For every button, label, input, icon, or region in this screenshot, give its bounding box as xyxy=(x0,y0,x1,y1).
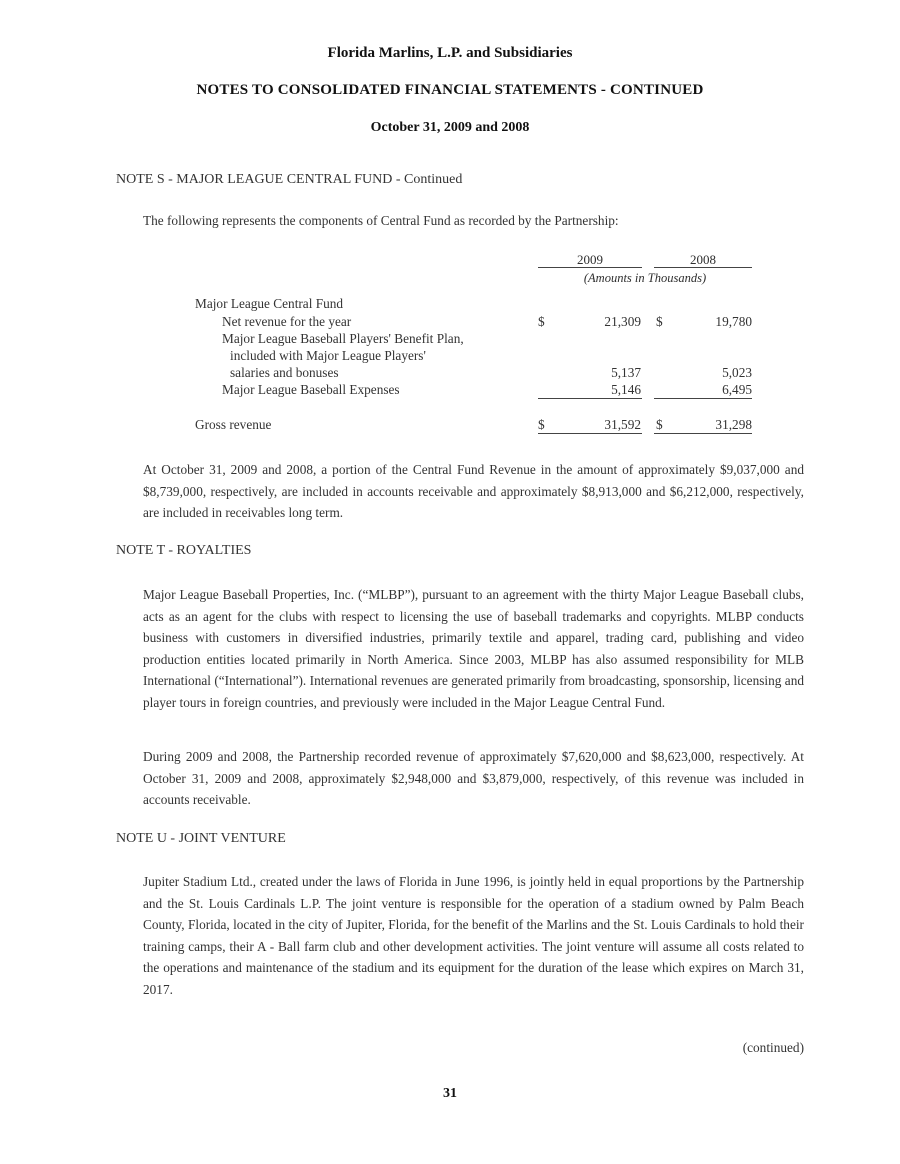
note-t-paragraph-2: During 2009 and 2008, the Partnership recorded revenue of approximately $7,620,000 and $8,623,000, respectively. At October 31, 2009 and 2008, approximately $2,948,000 and $3,879,000, respectively, of this revenue was included in accounts receivable. xyxy=(143,749,804,808)
total-double-underline xyxy=(538,433,642,434)
table-cell-2008: 5,023 xyxy=(722,365,752,380)
note-u-heading: NOTE U - JOINT VENTURE xyxy=(116,831,286,846)
table-total-2008: 31,298 xyxy=(715,417,752,432)
table-row-label: Major League Baseball Players' Benefit Plan, xyxy=(222,331,464,346)
continued-label: (continued) xyxy=(742,1040,804,1055)
table-section-label: Major League Central Fund xyxy=(195,296,344,311)
table-row-label: Net revenue for the year xyxy=(222,314,352,329)
table-cell-2009: 5,146 xyxy=(611,382,641,397)
table-row-label: salaries and bonuses xyxy=(230,365,339,380)
column-header-underline xyxy=(654,267,752,268)
total-double-underline xyxy=(654,433,752,434)
note-s-intro: The following represents the components of Central Fund as recorded by the Partnership: xyxy=(143,213,619,228)
table-total-label: Gross revenue xyxy=(195,417,272,432)
currency-symbol: $ xyxy=(538,314,545,329)
currency-symbol: $ xyxy=(538,417,545,432)
table-cell-2008: 6,495 xyxy=(722,382,752,397)
column-header-2008: 2008 xyxy=(690,252,716,267)
subtotal-underline xyxy=(538,398,642,399)
amounts-note: (Amounts in Thousands) xyxy=(583,271,707,285)
note-t-heading: NOTE T - ROYALTIES xyxy=(116,543,252,558)
note-t-paragraph-1: Major League Baseball Properties, Inc. (“MLBP”), pursuant to an agreement with the thirty Major League Baseball clubs, acts as an agent for the clubs with respect to licensing the use of baseball trademarks and copyrights. MLBP conducts business with customers in diversified industries, primarily textile and apparel, trading card, publishing and video production entities located primarily in North America. Since 2003, MLBP has also assumed responsibility for MLB International (“International”). International revenues are generated primarily from broadcasting, sponsorship, licensing and player tours in foreign countries, and previously were included in the Major League Central Fund. xyxy=(143,587,804,710)
table-cell-2009: 5,137 xyxy=(611,365,641,380)
page-number: 31 xyxy=(443,1086,457,1101)
note-u-paragraph: Jupiter Stadium Ltd., created under the laws of Florida in June 1996, is jointly held in equal proportions by the Partnership and the St. Louis Cardinals L.P. The joint venture is responsible for the operation of a stadium owned by Palm Beach County, Florida, located in the city of Jupiter, Florida, for the benefit of the Marlins and the St. Louis Cardinals to hold their training camps, their A - Ball farm club and other development activities. The joint venture will assume all costs related to the operations and maintenance of the stadium and its equipment for the duration of the lease which expires on March 31, 2017. xyxy=(143,874,804,997)
document-title: NOTES TO CONSOLIDATED FINANCIAL STATEMENTS - CONTINUED xyxy=(196,82,704,98)
table-cell-2008: 19,780 xyxy=(715,314,752,329)
note-s-heading: NOTE S - MAJOR LEAGUE CENTRAL FUND - Continued xyxy=(116,172,463,187)
currency-symbol: $ xyxy=(656,417,663,432)
table-total-2009: 31,592 xyxy=(604,417,641,432)
company-name: Florida Marlins, L.P. and Subsidiaries xyxy=(327,45,573,61)
column-header-underline xyxy=(538,267,642,268)
note-s-paragraph: At October 31, 2009 and 2008, a portion of the Central Fund Revenue in the amount of approximately $9,037,000 and $8,739,000, respectively, are included in accounts receivable and approximately $8,913,000 and $6,212,000, respectively, are included in receivables long term. xyxy=(143,462,804,521)
table-row-label: Major League Baseball Expenses xyxy=(222,382,400,397)
column-header-2009: 2009 xyxy=(577,252,603,267)
currency-symbol: $ xyxy=(656,314,663,329)
subtotal-underline xyxy=(654,398,752,399)
table-cell-2009: 21,309 xyxy=(604,314,641,329)
statement-date: October 31, 2009 and 2008 xyxy=(370,120,530,135)
table-row-label: included with Major League Players' xyxy=(230,348,426,363)
